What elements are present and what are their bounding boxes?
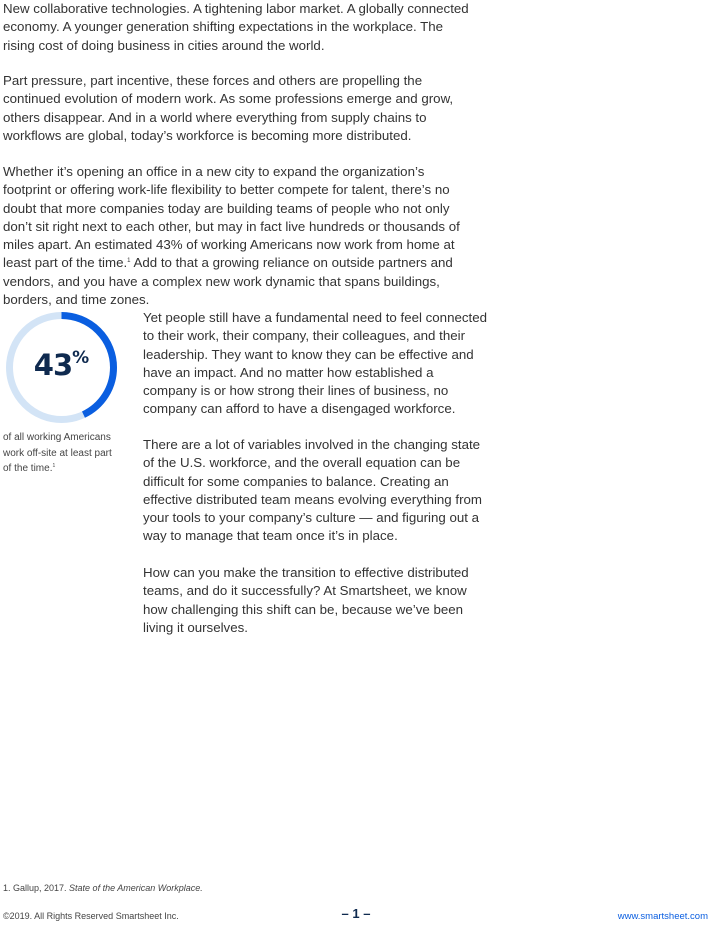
footnote [3,883,203,893]
stat-percent-sign: % [72,348,90,368]
website-link[interactable]: www.smartsheet.com [617,911,708,922]
stat-caption [3,430,118,477]
stat-caption-footnote-marker: 1 [52,463,56,469]
page-number: – 1 – [341,906,371,921]
distributed-teams-text-tail: Add to that a growing reliance on outside partners and vendors, and you have a complex new work dynamic that spans buildings, borders, and time zones. [3,255,453,308]
engagement-paragraph: Yet people still have a fundamental need to feel connected to their work, their company, their colleagues, and their leadership. They want to know they can be effective and have an impact. And no matter how established a company is or how strong their lines of business, no company can afford to have a disengaged workforce. [143,310,488,417]
forces-paragraph: Part pressure, part incentive, these forces and others are propelling the continued evolution of modern work. As some professions emerge and grow, others disappear. And in a world where everything from supply chains to workflows are global, today’s workforce is becoming more distributed. [3,73,454,143]
distributed-teams-paragraph [3,163,473,309]
intro-paragraph: New collaborative technologies. A tightening labor market. A globally connected economy. A younger generation shifting expectations in the workplace. The rising cost of doing business in cities around the world. [3,1,469,53]
transition-paragraph: How can you make the transition to effective distributed teams, and do it successfully? At Smartsheet, we know how challenging this shift can be, because we’ve been living it ourselves. [143,565,469,635]
stat-percentage [3,348,120,382]
copyright-notice: ©2019. All Rights Reserved Smartsheet Inc. [3,911,179,921]
footnote-title: State of the American Workplace. [69,883,203,893]
stat-number-value: 43 [33,348,73,382]
distributed-teams-text: Whether it’s opening an office in a new city to expand the organization’s footprint or offering work-life flexibility to better compete for talent, there’s no doubt that more companies today are building teams of people who not only don’t sit right next to each other, but may in fact live hundreds or thousands of miles apart. An estimated 43% of working Americans now work from home at least part of the time. [3,164,460,271]
variables-paragraph: There are a lot of variables involved in the changing state of the U.S. workforce, and the overall equation can be difficult for some companies to balance. Creating an effective distributed team means evolving everything from your tools to your company’s culture — and figuring out a way to manage that team once it’s in place. [143,437,482,544]
stat-caption-text: of all working Americans work off-site at least part of the time. [3,432,112,474]
footnote-source: 1. Gallup, 2017. [3,883,70,893]
footnote-marker: 1 [127,258,131,265]
